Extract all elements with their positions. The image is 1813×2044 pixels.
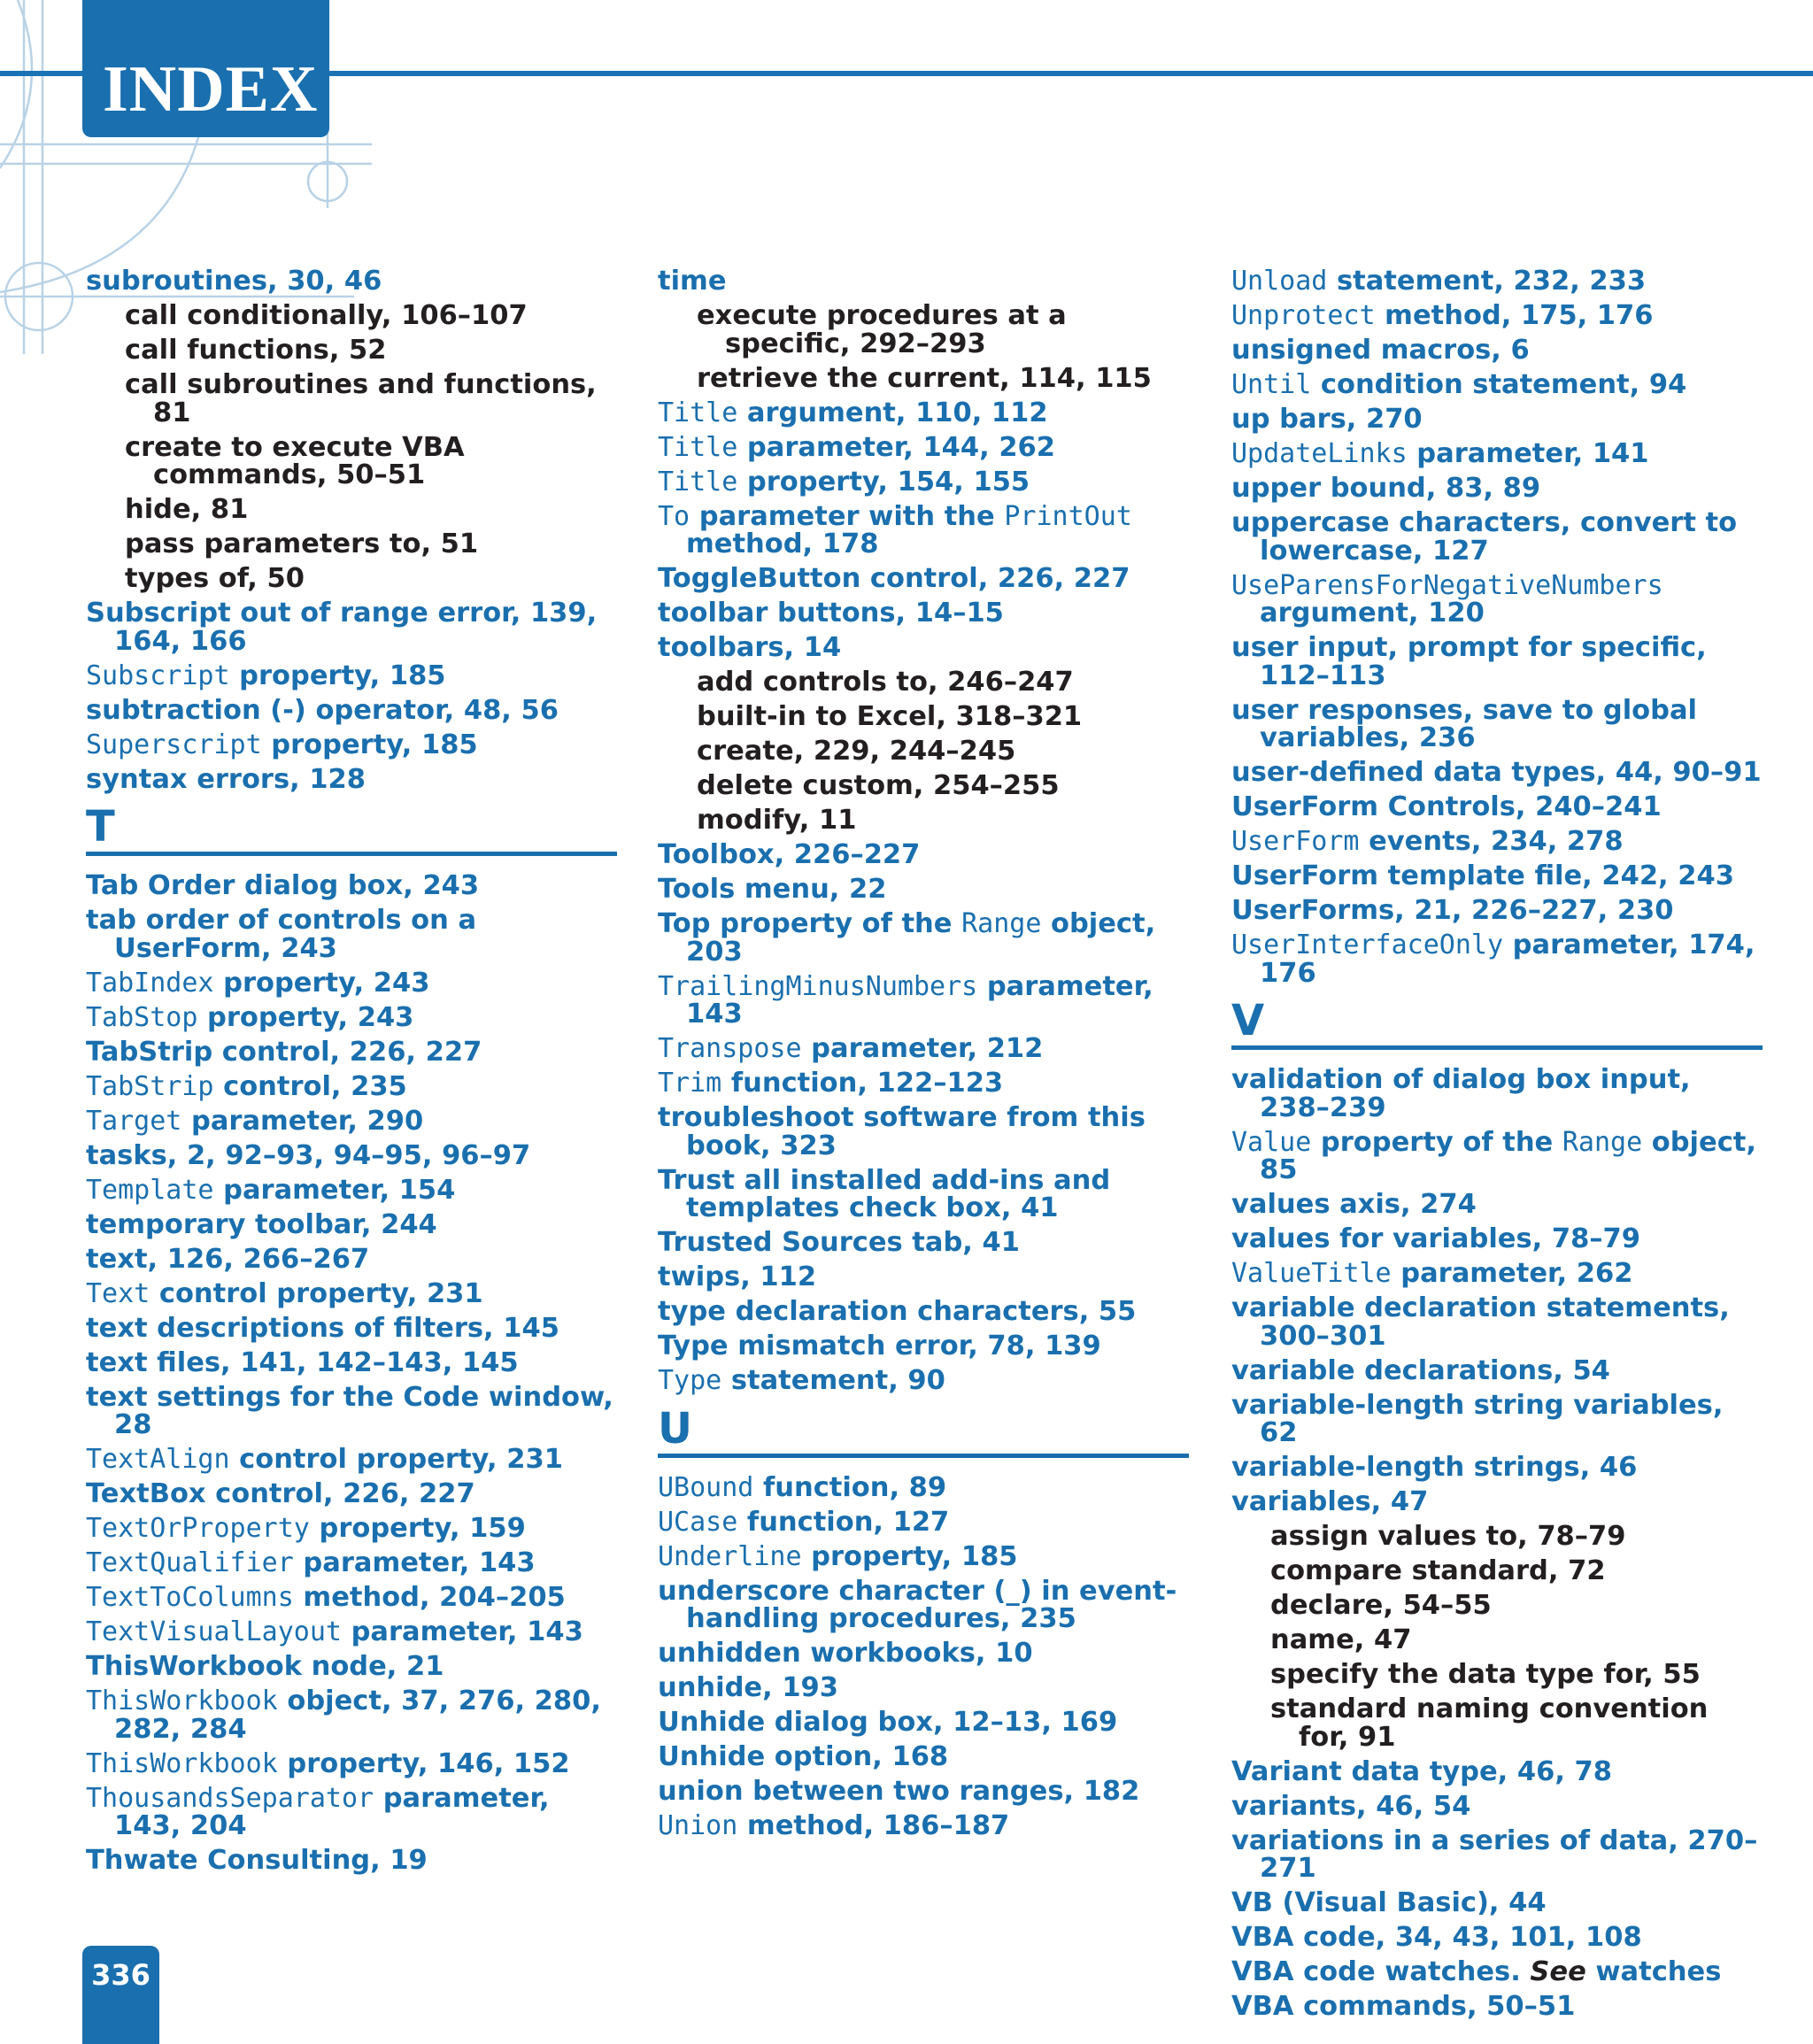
- entry-text: text settings for the Code window, 28: [86, 1381, 613, 1440]
- index-entry: [658, 500, 1189, 559]
- code-term: Value: [1231, 1126, 1312, 1158]
- entry-text: events, 234, 278: [1359, 826, 1624, 857]
- index-column-3: [1231, 267, 1763, 2027]
- entry-text: control property, 231: [150, 1277, 483, 1309]
- entry-text: control property, 231: [229, 1444, 563, 1475]
- entry-text: function, 127: [737, 1506, 950, 1538]
- entry-text: Unhide option, 168: [658, 1741, 949, 1772]
- index-entry: [1231, 1454, 1763, 1482]
- index-entry: [658, 1743, 1189, 1771]
- index-entry: [86, 1847, 617, 1875]
- entry-text: compare standard, 72: [1270, 1555, 1606, 1586]
- index-subentry: [1231, 1626, 1763, 1654]
- index-subentry: [86, 530, 617, 559]
- code-term: TextToColumns: [86, 1582, 294, 1613]
- entry-text: object, 203: [686, 908, 1156, 968]
- entry-text: toolbar buttons, 14–15: [658, 598, 1004, 629]
- index-entry: [658, 1639, 1189, 1668]
- entry-text: unhide, 193: [658, 1672, 838, 1703]
- index-entry: [1231, 509, 1763, 565]
- index-entry: [1231, 474, 1763, 503]
- entry-text: parameter, 141: [1407, 438, 1649, 469]
- index-entry: [1231, 1126, 1763, 1185]
- index-subentry: [86, 565, 617, 593]
- index-entry: [658, 875, 1189, 904]
- index-entry: [86, 1782, 617, 1841]
- page-number: 336: [91, 1958, 150, 1992]
- index-entry: [658, 1035, 1189, 1063]
- code-term: TabStrip: [86, 1070, 214, 1102]
- entry-text: variable-length strings, 46: [1231, 1452, 1638, 1483]
- entry-text: Tools menu, 22: [658, 874, 887, 905]
- index-entry: [658, 599, 1189, 628]
- index-subentry: [86, 431, 617, 490]
- page-number-tab: [82, 1946, 159, 2044]
- code-term: Superscript: [86, 729, 262, 760]
- index-entry: [1231, 793, 1763, 821]
- entry-text: parameter, 262: [1391, 1258, 1633, 1289]
- code-term: Union: [658, 1810, 738, 1841]
- index-column-2: [658, 267, 1189, 1847]
- entry-text: V: [1231, 996, 1265, 1045]
- code-term: Range: [961, 908, 1042, 939]
- entry-text: retrieve the current, 114, 115: [697, 362, 1152, 394]
- entry-text: statement, 232, 233: [1327, 266, 1647, 297]
- entry-text: property, 154, 155: [737, 466, 1030, 498]
- entry-text: Unhide dialog box, 12–13, 169: [658, 1707, 1118, 1738]
- entry-text: property, 185: [229, 659, 446, 691]
- page-title: INDEX: [103, 53, 319, 126]
- entry-text: Trust all installed add-ins and templates check box, 41: [658, 1164, 1111, 1223]
- entry-text: text files, 141, 142–143, 145: [86, 1346, 519, 1378]
- entry-text: types of, 50: [125, 563, 305, 594]
- code-term: PrintOut: [1004, 500, 1132, 532]
- entry-text: variants, 46, 54: [1231, 1790, 1471, 1822]
- index-entry: [1231, 1755, 1763, 1787]
- entry-text: parameter, 143: [686, 970, 1153, 1030]
- entry-text: call functions, 52: [125, 335, 387, 366]
- index-entry: [658, 1577, 1189, 1633]
- entry-text: object, 85: [1260, 1126, 1756, 1185]
- section-letter: [658, 1403, 1189, 1458]
- index-subentry: [86, 496, 617, 524]
- entry-text: standard naming convention for, 91: [1270, 1693, 1709, 1753]
- entry-text: tasks, 2, 92–93, 94–95, 96–97: [86, 1139, 531, 1171]
- index-entry: [86, 1747, 617, 1779]
- entry-text: Toolbox, 226–227: [658, 839, 921, 870]
- code-term: UpdateLinks: [1231, 438, 1408, 469]
- index-entry: [658, 1367, 1189, 1395]
- index-entry: [658, 841, 1189, 869]
- entry-text: Trusted Sources tab, 41: [658, 1227, 1020, 1258]
- code-term: TabIndex: [86, 967, 214, 999]
- index-subentry: [658, 737, 1189, 766]
- index-entry: [86, 1549, 617, 1577]
- entry-text: parameter with the: [690, 500, 1005, 532]
- entry-text: syntax errors, 128: [86, 763, 366, 795]
- index-entry: [1231, 1924, 1763, 1952]
- index-entry: [1231, 336, 1763, 365]
- entry-text: UserForm template file, 242, 243: [1231, 860, 1734, 891]
- entry-text: U: [658, 1403, 692, 1454]
- index-entry: [658, 1708, 1189, 1737]
- index-entry: [1231, 1191, 1763, 1219]
- entry-text: create, 229, 244–245: [697, 736, 1016, 767]
- entry-text: function, 122–123: [721, 1068, 1004, 1099]
- entry-text: ThisWorkbook node, 21: [86, 1651, 444, 1682]
- entry-text: statement, 90: [721, 1365, 945, 1396]
- index-entry: [658, 1164, 1189, 1223]
- code-term: Trim: [658, 1068, 722, 1099]
- code-term: Subscript: [86, 659, 230, 691]
- index-entry: [1231, 828, 1763, 856]
- entry-text: method, 186–187: [737, 1810, 1010, 1841]
- entry-text: argument, 120: [1260, 598, 1485, 629]
- entry-text: property, 146, 152: [277, 1747, 570, 1779]
- index-entry: [658, 1471, 1189, 1503]
- entry-text: parameter, 212: [801, 1033, 1044, 1064]
- index-entry: [86, 969, 617, 998]
- entry-text: delete custom, 254–255: [697, 770, 1060, 801]
- entry-text: pass parameters to, 51: [125, 528, 479, 559]
- entry-text: troubleshoot software from this book, 323: [658, 1102, 1146, 1161]
- entry-text: tab order of controls on a UserForm, 243: [86, 905, 477, 964]
- entry-text: method, 175, 176: [1375, 300, 1654, 331]
- entry-text: modify, 11: [697, 805, 857, 836]
- index-subentry: [658, 772, 1189, 800]
- index-entry: [1231, 267, 1763, 296]
- entry-text: toolbars, 14: [658, 632, 842, 663]
- index-entry: [86, 694, 617, 726]
- index-entry: [658, 399, 1189, 428]
- entry-text: UserForm Controls, 240–241: [1231, 791, 1662, 822]
- code-term: Unprotect: [1231, 300, 1376, 331]
- index-entry: [1231, 1958, 1763, 1986]
- code-term: Underline: [658, 1540, 802, 1572]
- entry-text: object, 37, 276, 280, 282, 284: [114, 1685, 601, 1745]
- index-entry: [86, 872, 617, 900]
- index-entry: [658, 1104, 1189, 1160]
- entry-text: TextBox control, 226, 227: [86, 1478, 475, 1509]
- entry-text: twips, 112: [658, 1261, 817, 1292]
- index-entry: [86, 1107, 617, 1136]
- entry-text: unsigned macros, 6: [1231, 335, 1530, 366]
- code-term: Transpose: [658, 1033, 802, 1064]
- index-subentry: [1231, 1557, 1763, 1585]
- index-entry: [658, 634, 1189, 662]
- entry-text: variable declaration statements, 300–301: [1231, 1292, 1730, 1352]
- index-entry: [86, 1381, 617, 1440]
- index-entry: [86, 1139, 617, 1171]
- entry-text: user input, prompt for specific, 112–113: [1231, 632, 1707, 691]
- entry-text: values axis, 274: [1231, 1189, 1477, 1220]
- entry-text: uppercase characters, convert to lowercase, 127: [1231, 507, 1738, 567]
- index-entry: [658, 1812, 1189, 1840]
- entry-text: Thwate Consulting, 19: [86, 1845, 428, 1876]
- entry-text: variable-length string variables, 62: [1231, 1389, 1724, 1448]
- entry-text: ToggleButton control, 226, 227: [658, 563, 1130, 594]
- entry-text: call subroutines and functions, 81: [125, 369, 597, 428]
- code-term: Range: [1562, 1126, 1643, 1158]
- entry-text: subtraction (-) operator, 48, 56: [86, 694, 559, 726]
- index-entry: [658, 565, 1189, 593]
- index-subentry: [86, 371, 617, 427]
- entry-text: T: [86, 802, 115, 852]
- index-entry: [86, 1176, 617, 1205]
- entry-text: text, 126, 266–267: [86, 1243, 370, 1275]
- index-subentry: [658, 362, 1189, 394]
- index-entry: [1231, 1066, 1763, 1122]
- index-entry: [86, 1038, 617, 1067]
- index-entry: [1231, 1294, 1763, 1350]
- entry-text: parameter, 143: [293, 1547, 536, 1578]
- index-entry: [1231, 1260, 1763, 1288]
- entry-text: property, 185: [261, 729, 478, 760]
- entry-text: union between two ranges, 182: [658, 1776, 1140, 1807]
- entry-text: variables, 47: [1231, 1486, 1429, 1517]
- entry-text: hide, 81: [125, 494, 249, 525]
- index-entry: [1231, 440, 1763, 468]
- entry-text: property, 243: [213, 967, 430, 999]
- entry-text: property of the: [1311, 1126, 1562, 1158]
- index-entry: [86, 599, 617, 655]
- entry-text: upper bound, 83, 89: [1231, 473, 1541, 504]
- entry-text: argument, 110, 112: [737, 397, 1048, 428]
- entry-text: control, 235: [213, 1070, 407, 1102]
- index-entry: [1231, 1824, 1763, 1884]
- index-subentry: [1231, 1695, 1763, 1751]
- code-term: TextAlign: [86, 1444, 230, 1475]
- index-subentry: [658, 806, 1189, 835]
- index-entry: [658, 1298, 1189, 1326]
- index-subentry: [1231, 1592, 1763, 1620]
- index-entry: [86, 1277, 617, 1309]
- index-entry: [1231, 694, 1763, 753]
- index-entry: [658, 1069, 1189, 1098]
- entry-text: property, 243: [197, 1001, 414, 1033]
- entry-text: name, 47: [1270, 1624, 1412, 1655]
- code-term: TextOrProperty: [86, 1513, 310, 1544]
- index-entry: [1231, 634, 1763, 690]
- entry-text: execute procedures at a specific, 292–293: [697, 300, 1067, 359]
- index-entry: [1231, 1225, 1763, 1253]
- entry-text: condition statement, 94: [1311, 369, 1687, 400]
- entry-text: call conditionally, 106–107: [125, 300, 528, 331]
- entry-text: add controls to, 246–247: [697, 667, 1074, 698]
- entry-text: variable declarations, 54: [1231, 1354, 1610, 1386]
- index-entry: [1231, 1993, 1763, 2021]
- code-term: UserInterfaceOnly: [1231, 929, 1504, 960]
- entry-text: text descriptions of filters, 145: [86, 1312, 559, 1344]
- index-header-tab: [82, 0, 329, 137]
- index-entry: [86, 1584, 617, 1612]
- code-term: ThisWorkbook: [86, 1747, 278, 1779]
- entry-text: values for variables, 78–79: [1231, 1223, 1640, 1254]
- index-entry: [86, 267, 617, 296]
- index-entry: [658, 970, 1189, 1030]
- entry-text: type declaration characters, 55: [658, 1296, 1137, 1327]
- code-term: Title: [658, 431, 738, 463]
- code-term: Until: [1231, 369, 1312, 400]
- entry-text: watches: [1585, 1956, 1722, 1987]
- entry-text: property, 159: [309, 1513, 526, 1544]
- entry-text: up bars, 270: [1231, 404, 1423, 435]
- entry-text: Tab Order dialog box, 243: [86, 870, 480, 901]
- section-letter: [86, 804, 617, 856]
- index-entry: [86, 1515, 617, 1543]
- entry-text: VBA code watches.: [1231, 1956, 1531, 1987]
- entry-text: time: [658, 266, 727, 297]
- index-entry: [658, 1540, 1189, 1572]
- entry-text: See: [1530, 1956, 1586, 1987]
- entry-text: property, 185: [801, 1540, 1018, 1572]
- index-entry: [86, 731, 617, 760]
- entry-text: parameter, 144, 262: [737, 431, 1056, 463]
- entry-text: parameter, 143: [341, 1616, 583, 1647]
- index-entry: [1231, 759, 1763, 787]
- entry-text: parameter, 143, 204: [114, 1782, 550, 1841]
- code-term: UBound: [658, 1471, 754, 1503]
- entry-text: subroutines, 30, 46: [86, 266, 382, 297]
- code-term: ThisWorkbook: [86, 1685, 278, 1716]
- index-entry: [1231, 862, 1763, 891]
- entry-text: specify the data type for, 55: [1270, 1659, 1701, 1690]
- entry-text: TabStrip control, 226, 227: [86, 1036, 482, 1068]
- index-entry: [1231, 897, 1763, 925]
- code-term: Template: [86, 1174, 214, 1206]
- index-entry: [658, 468, 1189, 497]
- code-term: UCase: [658, 1506, 738, 1538]
- index-entry: [658, 1229, 1189, 1257]
- index-entry: [1231, 1790, 1763, 1822]
- index-entry: [658, 1332, 1189, 1361]
- index-subentry: [658, 668, 1189, 697]
- index-entry: [1231, 405, 1763, 434]
- index-entry: [86, 1208, 617, 1240]
- entry-text: VBA code, 34, 43, 101, 108: [1231, 1922, 1642, 1953]
- entry-text: Variant data type, 46, 78: [1231, 1755, 1612, 1787]
- code-term: ThousandsSeparator: [86, 1782, 374, 1814]
- index-entry: [86, 1653, 617, 1681]
- index-entry: [658, 1263, 1189, 1292]
- index-entry: [86, 1480, 617, 1508]
- index-column-1: [86, 267, 617, 1881]
- entry-text: unhidden workbooks, 10: [658, 1638, 1033, 1669]
- code-term: Target: [86, 1105, 182, 1137]
- entry-text: temporary toolbar, 244: [86, 1208, 437, 1240]
- index-entry: [1231, 569, 1763, 629]
- entry-text: function, 89: [753, 1471, 947, 1503]
- entry-text: Type mismatch error, 78, 139: [658, 1331, 1101, 1361]
- index-entry: [86, 1243, 617, 1275]
- entry-text: validation of dialog box input, 238–239: [1231, 1064, 1691, 1123]
- entry-text: declare, 54–55: [1270, 1590, 1492, 1621]
- index-entry: [658, 1778, 1189, 1806]
- index-subentry: [658, 302, 1189, 358]
- index-entry: [658, 1508, 1189, 1537]
- entry-text: Subscript out of range error, 139, 164, 166: [86, 598, 598, 657]
- index-subentry: [1231, 1661, 1763, 1689]
- entry-text: assign values to, 78–79: [1270, 1521, 1626, 1552]
- code-term: Text: [86, 1277, 150, 1309]
- index-entry: [1231, 302, 1763, 330]
- entry-text: variations in a series of data, 270–271: [1231, 1824, 1758, 1884]
- code-term: Title: [658, 397, 738, 428]
- code-term: TabStop: [86, 1001, 198, 1033]
- index-entry: [1231, 1889, 1763, 1917]
- index-subentry: [86, 336, 617, 365]
- entry-text: VB (Visual Basic), 44: [1231, 1887, 1547, 1918]
- index-entry: [658, 431, 1189, 463]
- index-entry: [86, 763, 617, 795]
- index-entry: [86, 1001, 617, 1033]
- index-entry: [86, 1446, 617, 1474]
- code-term: To: [658, 500, 690, 532]
- index-subentry: [658, 703, 1189, 731]
- index-subentry: [86, 302, 617, 330]
- entry-text: built-in to Excel, 318–321: [697, 701, 1083, 732]
- entry-text: parameter, 290: [181, 1105, 424, 1137]
- entry-text: Top property of the: [658, 908, 962, 939]
- code-term: Unload: [1231, 266, 1328, 297]
- index-entry: [1231, 1488, 1763, 1516]
- index-entry: [658, 910, 1189, 966]
- code-term: ValueTitle: [1231, 1258, 1392, 1289]
- code-term: TrailingMinusNumbers: [658, 970, 978, 1002]
- index-entry: [86, 1346, 617, 1378]
- entry-text: parameter, 154: [213, 1174, 456, 1206]
- index-entry: [86, 1070, 617, 1102]
- entry-text: parameter, 174, 176: [1260, 929, 1755, 989]
- index-subentry: [1231, 1523, 1763, 1551]
- index-entry: [658, 267, 1189, 296]
- code-term: TextQualifier: [86, 1547, 294, 1578]
- code-term: Title: [658, 466, 738, 498]
- code-term: UserForm: [1231, 826, 1360, 857]
- index-entry: [658, 1674, 1189, 1702]
- index-entry: [86, 1687, 617, 1743]
- index-entry: [1231, 371, 1763, 399]
- entry-text: VBA commands, 50–51: [1231, 1991, 1576, 2022]
- index-entry: [86, 1312, 617, 1344]
- index-entry: [86, 906, 617, 962]
- entry-text: user responses, save to global variables, 236: [1231, 694, 1697, 753]
- index-entry: [86, 659, 617, 691]
- code-term: Type: [658, 1365, 722, 1396]
- index-entry: [86, 1618, 617, 1647]
- entry-text: method, 204–205: [293, 1582, 566, 1613]
- entry-text: UserForms, 21, 226–227, 230: [1231, 895, 1674, 926]
- index-entry: [1231, 1354, 1763, 1386]
- entry-text: create to execute VBA commands, 50–51: [125, 431, 465, 490]
- entry-text: user-defined data types, 44, 90–91: [1231, 757, 1762, 788]
- entry-text: underscore character (_) in event-handling procedures, 235: [658, 1575, 1177, 1634]
- code-term: TextVisualLayout: [86, 1616, 342, 1647]
- index-entry: [1231, 931, 1763, 987]
- index-entry: [1231, 1389, 1763, 1448]
- code-term: UseParensForNegativeNumbers: [1231, 569, 1663, 601]
- section-letter: [1231, 998, 1763, 1050]
- entry-text: method, 178: [686, 528, 879, 559]
